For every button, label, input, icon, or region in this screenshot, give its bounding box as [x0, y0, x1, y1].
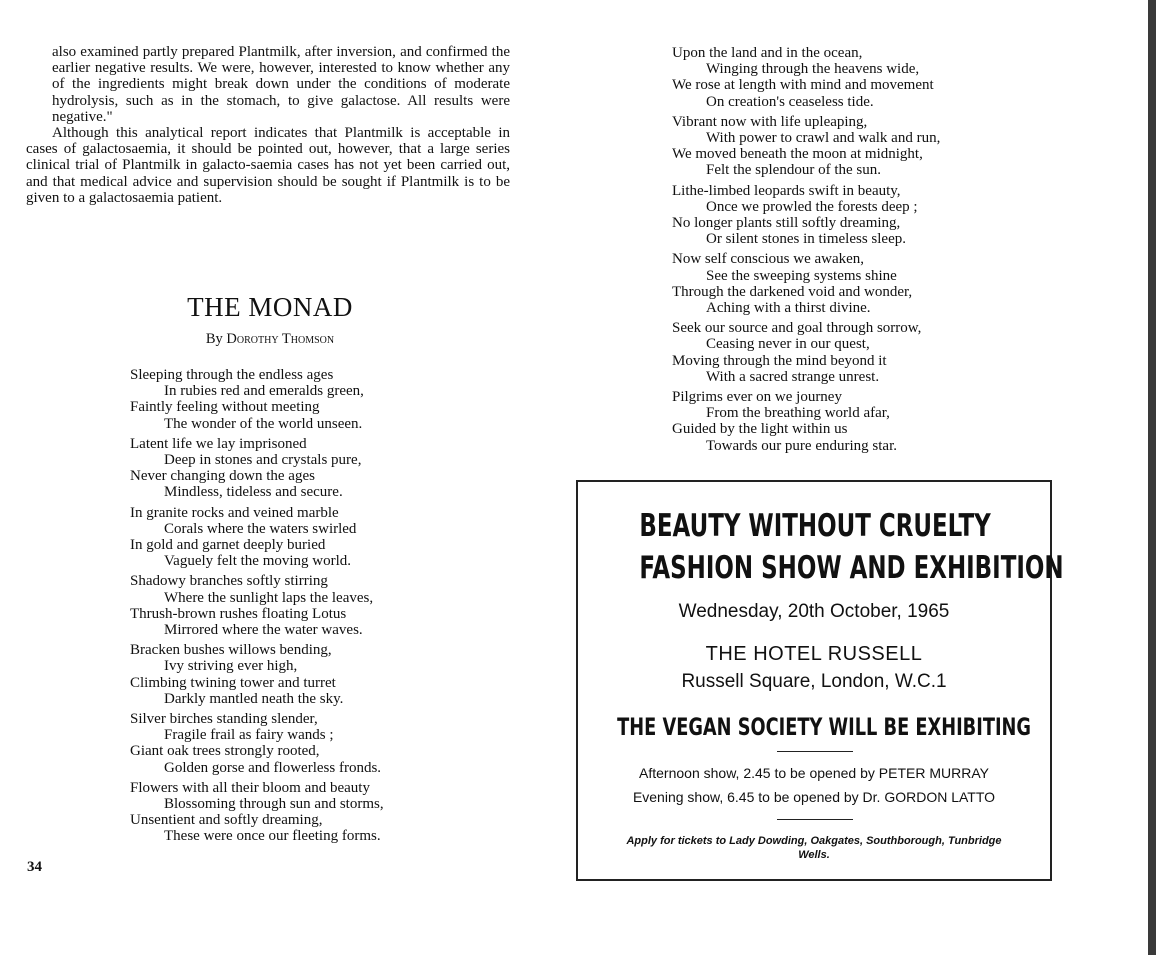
- poem-line: Through the darkened void and wonder,: [672, 283, 913, 300]
- poem-stanza: [130, 505, 384, 570]
- poem-stanza: [672, 183, 940, 248]
- poem-line: Towards our pure enduring star.: [706, 437, 897, 454]
- poem-line: In gold and garnet deeply buried: [130, 537, 326, 554]
- poem-line: Giant oak trees strongly rooted,: [130, 743, 320, 760]
- quoted-paragraph: also examined partly prepared Plantmilk, after inversion, and confirmed the earlier negative results. We were, however, interested to know whether any of the ingredients might break down under the conditions of moderate hydrolysis, such as in the stomach, to give galactose. All results were negative.": [52, 44, 510, 125]
- ad-address: Russell Square, London, W.C.1: [681, 671, 947, 692]
- poem-stanza: [130, 780, 384, 845]
- ad-headline-2: FASHION SHOW AND EXHIBITION: [639, 550, 1064, 586]
- poem-line: In rubies red and emeralds green,: [164, 383, 364, 400]
- poem-stanza: [672, 320, 940, 385]
- poem-stanza: [672, 45, 940, 110]
- poem-line: Never changing down the ages: [130, 468, 315, 485]
- poem-line: Moving through the mind beyond it: [672, 352, 887, 369]
- poem-line: Deep in stones and crystals pure,: [164, 452, 362, 469]
- ad-headline-1: BEAUTY WITHOUT CRUELTY: [639, 508, 991, 544]
- page-edge-bar: [1148, 0, 1156, 955]
- ad-evening-show: Evening show, 6.45 to be opened by Dr. GORDON LATTO: [632, 789, 996, 805]
- poem-line: With a sacred strange unrest.: [706, 368, 880, 385]
- poem-line: With power to crawl and walk and run,: [706, 130, 941, 147]
- poem-line: Lithe-limbed leopards swift in beauty,: [672, 182, 901, 199]
- poem-line: In granite rocks and veined marble: [130, 504, 339, 521]
- poem-line: We rose at length with mind and movement: [672, 77, 934, 94]
- poem-line: Once we prowled the forests deep ;: [706, 198, 918, 215]
- poem-author: Dorothy Thomson: [226, 331, 335, 347]
- poem-line: Unsentient and softly dreaming,: [130, 812, 323, 829]
- poem-line: Thrush-brown rushes floating Lotus: [130, 605, 347, 622]
- poem-line: Fragile frail as fairy wands ;: [164, 727, 334, 744]
- poem-line: These were once our fleeting forms.: [164, 828, 381, 845]
- poem-line: Flowers with all their bloom and beauty: [130, 779, 370, 796]
- poem-line: Vaguely felt the moving world.: [164, 553, 352, 570]
- poem-line: Mindless, tideless and secure.: [164, 484, 343, 501]
- poem-line: Aching with a thirst divine.: [706, 300, 871, 317]
- poem-line: Where the sunlight laps the leaves,: [164, 589, 374, 606]
- poem-line: Bracken bushes willows bending,: [130, 642, 332, 659]
- poem-line: Darkly mantled neath the sky.: [164, 690, 344, 707]
- poem-line: Faintly feeling without meeting: [130, 399, 320, 416]
- poem-stanza: [672, 389, 940, 454]
- ad-ticket-info: Apply for tickets to Lady Dowding, Oakgates, Southborough, Tunbridge Wells.: [626, 835, 1002, 861]
- poem-stanza: [130, 367, 384, 432]
- poem-line: Or silent stones in timeless sleep.: [706, 231, 906, 248]
- ad-venue: THE HOTEL RUSSELL: [705, 643, 923, 665]
- poem-line: Ceasing never in our quest,: [706, 336, 870, 353]
- poem-line: Silver birches standing slender,: [130, 711, 318, 728]
- poem-line: The wonder of the world unseen.: [164, 415, 363, 432]
- poem-line: From the breathing world afar,: [706, 405, 890, 422]
- advertisement-box: [576, 480, 1064, 881]
- poem-left-column: [130, 367, 384, 849]
- poem-title: THE MONAD: [187, 292, 353, 322]
- poem-line: Sleeping through the endless ages: [130, 367, 334, 383]
- poem-line: Ivy striving ever high,: [164, 658, 298, 675]
- poem-right-column: [672, 45, 940, 458]
- poem-stanza: [130, 573, 384, 638]
- body-paragraph: Although this analytical report indicates that Plantmilk is acceptable in cases of galactosaemia, it should be pointed out, however, that a large series clinical trial of Plantmilk in galacto-saemia cases has not yet been carried out, and that medical advice and supervision should be sought if Plantmilk is to be given to a galactosaemia patient.: [26, 125, 510, 206]
- poem-line: Felt the splendour of the sun.: [706, 162, 881, 179]
- poem-line: Mirrored where the water waves.: [164, 622, 363, 639]
- poem-stanza: [130, 436, 384, 501]
- poem-line: See the sweeping systems shine: [706, 267, 897, 284]
- poem-line: Climbing twining tower and turret: [130, 674, 336, 691]
- ad-afternoon-show: Afternoon show, 2.45 to be opened by PETER MURRAY: [639, 765, 989, 781]
- poem-line: Golden gorse and flowerless fronds.: [164, 759, 382, 776]
- poem-line: Winging through the heavens wide,: [706, 61, 920, 78]
- poem-line: Seek our source and goal through sorrow,: [672, 320, 922, 337]
- poem-line: Latent life we lay imprisoned: [130, 435, 307, 452]
- poem-stanza: [672, 251, 940, 316]
- poem-line: Now self conscious we awaken,: [672, 251, 865, 268]
- poem-stanza: [130, 711, 384, 776]
- poem-line: Upon the land and in the ocean,: [672, 45, 863, 61]
- intro-text: [26, 44, 510, 206]
- poem-line: We moved beneath the moon at midnight,: [672, 146, 923, 163]
- ad-divider: [777, 751, 853, 752]
- poem-byline: [150, 331, 390, 348]
- poem-line: Shadowy branches softly stirring: [130, 573, 328, 590]
- poem-line: Guided by the light within us: [672, 421, 848, 438]
- poem-stanza: [672, 114, 940, 179]
- ad-exhibiting: THE VEGAN SOCIETY WILL BE EXHIBITING: [617, 713, 1031, 741]
- poem-line: Pilgrims ever on we journey: [672, 389, 842, 406]
- poem-line: Blossoming through sun and storms,: [164, 796, 384, 813]
- poem-line: On creation's ceaseless tide.: [706, 93, 874, 110]
- page-number: 34: [27, 859, 42, 875]
- poem-line: No longer plants still softly dreaming,: [672, 215, 901, 232]
- poem-line: Vibrant now with life upleaping,: [672, 113, 868, 130]
- ad-date: Wednesday, 20th October, 1965: [678, 601, 950, 622]
- byline-prefix: By: [205, 331, 223, 347]
- poem-line: Corals where the waters swirled: [164, 520, 357, 537]
- poem-stanza: [130, 642, 384, 707]
- ad-divider: [777, 819, 853, 820]
